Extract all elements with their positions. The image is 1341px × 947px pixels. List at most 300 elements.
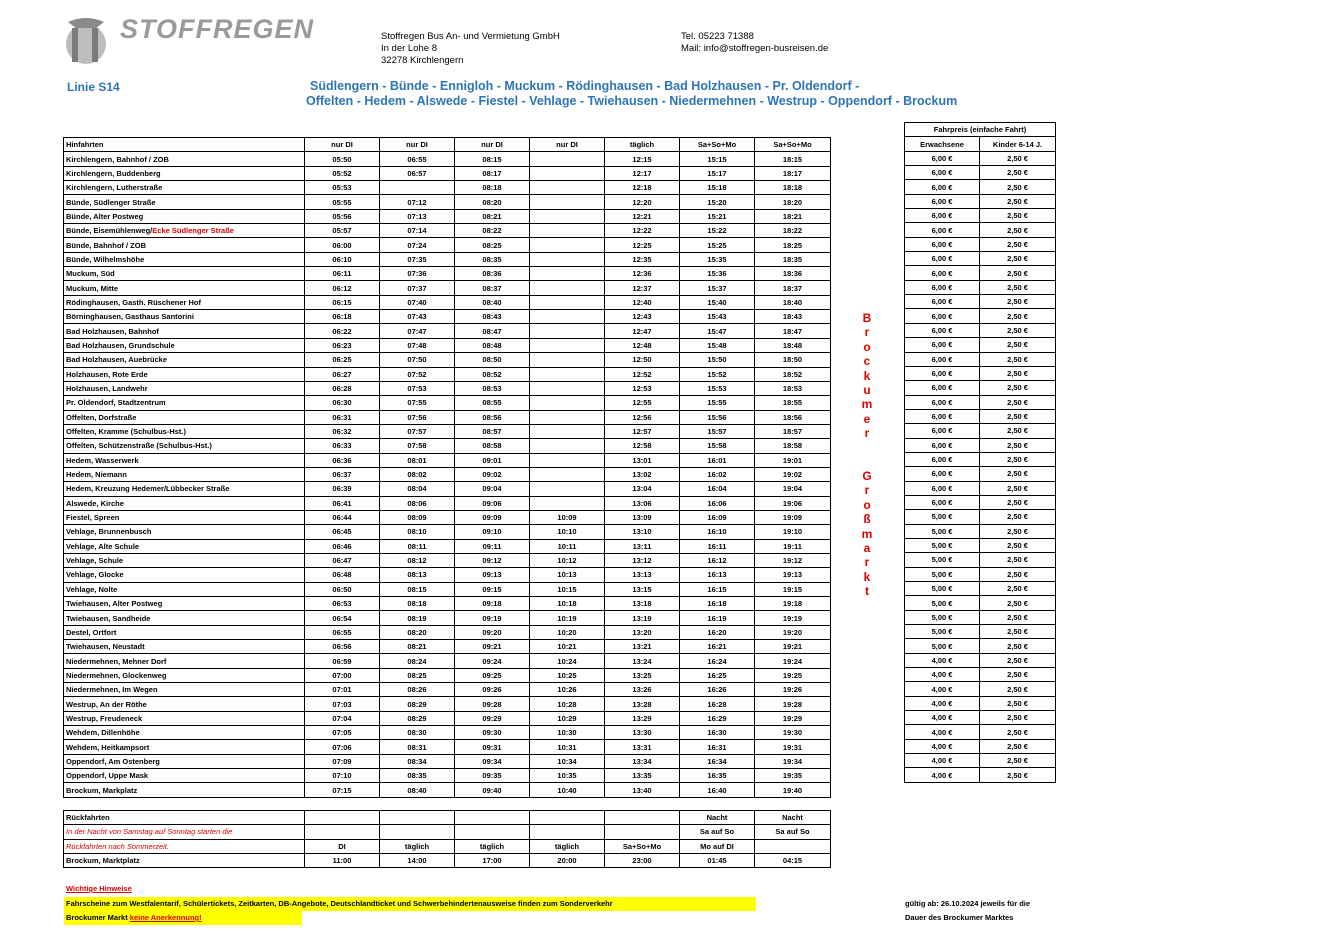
departure-time: 19:09	[755, 510, 831, 524]
stop-name	[64, 769, 305, 783]
departure-time: 08:53	[455, 381, 530, 395]
fare-child: 2,50 €	[980, 639, 1056, 653]
stop-label: Twiehausen, Sandheide	[66, 613, 151, 623]
departure-time: 15:47	[680, 324, 755, 338]
fare-child: 2,50 €	[980, 180, 1056, 194]
table-row	[64, 252, 831, 266]
table-row	[64, 582, 831, 596]
departure-time: 08:30	[380, 726, 455, 740]
stop-name	[64, 453, 305, 467]
fare-row	[905, 582, 1056, 596]
departure-time: 08:21	[380, 640, 455, 654]
departure-time	[530, 396, 605, 410]
departure-time: 13:34	[605, 754, 680, 768]
return-day-3: täglich	[455, 839, 530, 853]
fare-row	[905, 194, 1056, 208]
departure-time	[530, 166, 605, 180]
stop-label: Offelten, Kramme (Schulbus-Hst.)	[66, 427, 187, 437]
departure-time: 09:19	[455, 611, 530, 625]
departure-time: 09:11	[455, 539, 530, 553]
departure-time	[380, 181, 455, 195]
fare-title: Fahrpreis (einfache Fahrt)	[905, 123, 1056, 137]
fare-row	[905, 610, 1056, 624]
departure-time: 18:25	[755, 238, 831, 252]
departure-time: 15:36	[680, 267, 755, 281]
fare-row	[905, 151, 1056, 165]
company-address	[381, 31, 560, 67]
fare-row	[905, 596, 1056, 610]
departure-time: 12:15	[605, 152, 680, 166]
fare-adult: 6,00 €	[905, 223, 980, 237]
table-row	[64, 668, 831, 682]
column-header: nur DI	[530, 138, 605, 152]
departure-time: 18:37	[755, 281, 831, 295]
departure-time: 08:55	[455, 396, 530, 410]
return-time: 01:45	[680, 853, 755, 867]
departure-time: 07:48	[380, 338, 455, 352]
departure-time: 12:47	[605, 324, 680, 338]
stop-label: Vehlage, Schule	[66, 556, 124, 566]
fare-child: 2,50 €	[980, 352, 1056, 366]
night-sub-3: Mo auf DI	[680, 839, 755, 853]
departure-time: 19:04	[755, 482, 831, 496]
departure-time: 13:11	[605, 539, 680, 553]
fare-child: 2,50 €	[980, 567, 1056, 581]
stop-name	[64, 381, 305, 395]
departure-time: 19:06	[755, 496, 831, 510]
fare-child: 2,50 €	[980, 338, 1056, 352]
departure-time: 18:53	[755, 381, 831, 395]
fare-child: 2,50 €	[980, 166, 1056, 180]
departure-time: 12:50	[605, 353, 680, 367]
stop-name	[64, 410, 305, 424]
departure-time: 09:26	[455, 683, 530, 697]
table-row	[64, 568, 831, 582]
vertical-letter: a	[863, 541, 871, 556]
departure-time	[530, 439, 605, 453]
fare-adult: 4,00 €	[905, 653, 980, 667]
return-day-5: Sa+So+Mo	[605, 839, 680, 853]
departure-time: 06:22	[305, 324, 380, 338]
departure-time: 08:18	[380, 597, 455, 611]
departure-time: 15:56	[680, 410, 755, 424]
departure-time: 06:46	[305, 539, 380, 553]
departure-time	[530, 482, 605, 496]
stop-label: Niedermehnen, Im Wegen	[66, 685, 158, 695]
fare-adult: 4,00 €	[905, 768, 980, 782]
departure-time: 15:20	[680, 195, 755, 209]
fare-row	[905, 438, 1056, 452]
departure-time: 08:26	[380, 683, 455, 697]
departure-time: 19:15	[755, 582, 831, 596]
stop-name	[64, 611, 305, 625]
departure-time: 07:01	[305, 683, 380, 697]
departure-time: 08:36	[455, 267, 530, 281]
table-row	[64, 338, 831, 352]
departure-time: 12:21	[605, 209, 680, 223]
departure-time: 08:56	[455, 410, 530, 424]
departure-time: 12:58	[605, 439, 680, 453]
departure-time: 08:50	[455, 353, 530, 367]
stop-label: Bünde, Wilhelmshöhe	[66, 254, 145, 264]
fare-adult: 6,00 €	[905, 323, 980, 337]
departure-time: 19:30	[755, 726, 831, 740]
departure-time	[530, 209, 605, 223]
departure-time	[530, 424, 605, 438]
departure-time: 19:28	[755, 697, 831, 711]
table-row	[64, 166, 831, 180]
departure-time: 09:24	[455, 654, 530, 668]
departure-time: 07:36	[380, 267, 455, 281]
departure-time: 16:26	[680, 683, 755, 697]
table-row	[64, 439, 831, 453]
departure-time: 08:57	[455, 424, 530, 438]
departure-time: 09:34	[455, 754, 530, 768]
departure-time: 09:13	[455, 568, 530, 582]
table-row	[64, 726, 831, 740]
departure-time: 10:34	[530, 754, 605, 768]
departure-time: 05:52	[305, 166, 380, 180]
departure-time: 09:29	[455, 711, 530, 725]
departure-time: 13:06	[605, 496, 680, 510]
table-row	[64, 295, 831, 309]
fare-child: 2,50 €	[980, 538, 1056, 552]
vertical-letter: t	[865, 584, 869, 599]
departure-time: 18:36	[755, 267, 831, 281]
stop-name	[64, 525, 305, 539]
departure-time: 12:55	[605, 396, 680, 410]
fare-row	[905, 668, 1056, 682]
departure-time: 06:30	[305, 396, 380, 410]
stop-label: Oppendorf, Uppe Mask	[66, 771, 149, 781]
fare-child: 2,50 €	[980, 209, 1056, 223]
fare-row	[905, 538, 1056, 552]
departure-time: 16:18	[680, 597, 755, 611]
fare-child: 2,50 €	[980, 495, 1056, 509]
stop-name	[64, 582, 305, 596]
fare-row	[905, 266, 1056, 280]
table-row	[64, 453, 831, 467]
stop-label: Twiehausen, Neustadt	[66, 642, 145, 652]
table-row	[64, 611, 831, 625]
fare-adult: 6,00 €	[905, 495, 980, 509]
departure-time: 08:09	[380, 510, 455, 524]
departure-time: 10:10	[530, 525, 605, 539]
table-row	[64, 267, 831, 281]
fare-row	[905, 352, 1056, 366]
stop-name	[64, 181, 305, 195]
departure-time: 18:55	[755, 396, 831, 410]
stop-label: Offelten, Dorfstraße	[66, 412, 137, 422]
return-time: 20:00	[530, 853, 605, 867]
departure-time: 05:53	[305, 181, 380, 195]
departure-time: 16:06	[680, 496, 755, 510]
departure-time: 07:03	[305, 697, 380, 711]
departure-time: 12:20	[605, 195, 680, 209]
fare-child: 2,50 €	[980, 725, 1056, 739]
departure-time: 19:19	[755, 611, 831, 625]
stop-label: Wehdem, Dillenhöhe	[66, 728, 140, 738]
departure-time: 06:28	[305, 381, 380, 395]
departure-time: 07:40	[380, 295, 455, 309]
departure-time: 15:22	[680, 224, 755, 238]
departure-time: 07:55	[380, 396, 455, 410]
departure-time: 15:50	[680, 353, 755, 367]
departure-time: 08:15	[380, 582, 455, 596]
departure-time: 08:48	[455, 338, 530, 352]
departure-time: 09:40	[455, 783, 530, 797]
fare-child: 2,50 €	[980, 510, 1056, 524]
stop-label: Pr. Oldendorf, Stadtzentrum	[66, 398, 166, 408]
stop-name	[64, 754, 305, 768]
stop-name	[64, 281, 305, 295]
departure-time: 06:59	[305, 654, 380, 668]
fare-adult: 5,00 €	[905, 524, 980, 538]
table-row	[64, 310, 831, 324]
departure-time: 08:40	[455, 295, 530, 309]
stop-name	[64, 539, 305, 553]
departure-time: 07:10	[305, 769, 380, 783]
departure-time: 08:31	[380, 740, 455, 754]
departure-time: 09:28	[455, 697, 530, 711]
departure-time: 19:13	[755, 568, 831, 582]
departure-time: 07:56	[380, 410, 455, 424]
return-stop: Brockum, Marktplatz	[64, 853, 305, 867]
departure-time: 18:50	[755, 353, 831, 367]
table-row	[64, 740, 831, 754]
stop-name	[64, 553, 305, 567]
fare-child: 2,50 €	[980, 194, 1056, 208]
company-email[interactable]: Mail: info@stoffregen-busreisen.de	[681, 43, 829, 54]
return-time: 23:00	[605, 853, 680, 867]
departure-time: 07:58	[380, 439, 455, 453]
fare-child: 2,50 €	[980, 711, 1056, 725]
stop-name	[64, 597, 305, 611]
fare-row	[905, 209, 1056, 223]
departure-time: 06:11	[305, 267, 380, 281]
fare-child: 2,50 €	[980, 424, 1056, 438]
stop-label: Bad Holzhausen, Bahnhof	[66, 326, 159, 336]
departure-time: 07:06	[305, 740, 380, 754]
departure-time: 06:50	[305, 582, 380, 596]
departure-time: 09:31	[455, 740, 530, 754]
stop-name	[64, 396, 305, 410]
fare-row	[905, 696, 1056, 710]
departure-time: 12:48	[605, 338, 680, 352]
departure-time: 08:17	[455, 166, 530, 180]
departure-time: 10:40	[530, 783, 605, 797]
departure-time	[530, 195, 605, 209]
stop-name	[64, 324, 305, 338]
stop-label: Kirchlengern, Lutherstraße	[66, 183, 163, 193]
stop-label: Offelten, Schützenstraße (Schulbus-Hst.)	[66, 441, 212, 451]
departure-time: 18:58	[755, 439, 831, 453]
departure-time: 06:47	[305, 553, 380, 567]
departure-time: 18:22	[755, 224, 831, 238]
departure-time: 15:37	[680, 281, 755, 295]
departure-time: 10:19	[530, 611, 605, 625]
fare-row	[905, 223, 1056, 237]
departure-time: 06:55	[305, 625, 380, 639]
departure-time: 19:21	[755, 640, 831, 654]
fare-row	[905, 280, 1056, 294]
stop-name	[64, 568, 305, 582]
note-line-2	[64, 911, 302, 925]
table-row	[64, 410, 831, 424]
fare-child: 2,50 €	[980, 295, 1056, 309]
stop-label: Brockum, Markplatz	[66, 785, 138, 795]
night-label-1: Nacht	[680, 811, 755, 825]
departure-time: 19:35	[755, 769, 831, 783]
table-row	[64, 711, 831, 725]
departure-time: 08:35	[455, 252, 530, 266]
return-time: 17:00	[455, 853, 530, 867]
vertical-letter: o	[863, 497, 871, 512]
departure-time: 18:21	[755, 209, 831, 223]
departure-time: 16:01	[680, 453, 755, 467]
fare-row	[905, 409, 1056, 423]
table-row	[64, 625, 831, 639]
departure-time: 09:06	[455, 496, 530, 510]
departure-time: 19:40	[755, 783, 831, 797]
vertical-label-grossmarkt	[860, 469, 874, 599]
departure-time: 16:04	[680, 482, 755, 496]
stop-name	[64, 467, 305, 481]
departure-time: 18:17	[755, 166, 831, 180]
departure-time: 10:35	[530, 769, 605, 783]
table-row	[64, 783, 831, 797]
stop-label: Bad Holzhausen, Auebrücke	[66, 355, 167, 365]
outbound-title: Hinfahrten	[64, 138, 305, 152]
stop-label-highlight: Ecke Südlenger Straße	[152, 226, 234, 236]
departure-time: 06:48	[305, 568, 380, 582]
fare-adult: 6,00 €	[905, 266, 980, 280]
stop-name	[64, 209, 305, 223]
departure-time: 18:57	[755, 424, 831, 438]
departure-time: 06:15	[305, 295, 380, 309]
company-street: In der Lohe 8	[381, 43, 437, 54]
departure-time: 09:30	[455, 726, 530, 740]
fare-row	[905, 553, 1056, 567]
table-row	[64, 683, 831, 697]
stop-name	[64, 482, 305, 496]
departure-time: 16:02	[680, 467, 755, 481]
departure-time: 10:24	[530, 654, 605, 668]
departure-time: 13:12	[605, 553, 680, 567]
fare-row	[905, 639, 1056, 653]
fare-adult: 5,00 €	[905, 553, 980, 567]
departure-time: 15:21	[680, 209, 755, 223]
vertical-letter: e	[863, 411, 871, 426]
stop-label: Oppendorf, Am Ostenberg	[66, 756, 160, 766]
departure-time: 19:20	[755, 625, 831, 639]
departure-time: 16:09	[680, 510, 755, 524]
table-row	[64, 281, 831, 295]
departure-time: 08:01	[380, 453, 455, 467]
table-row	[64, 640, 831, 654]
fare-child: 2,50 €	[980, 452, 1056, 466]
fare-row	[905, 424, 1056, 438]
fare-child: 2,50 €	[980, 696, 1056, 710]
column-header: Sa+So+Mo	[680, 138, 755, 152]
stop-name	[64, 625, 305, 639]
vertical-letter: r	[864, 325, 870, 340]
fare-child: 2,50 €	[980, 381, 1056, 395]
departure-time: 18:48	[755, 338, 831, 352]
fare-row	[905, 366, 1056, 380]
table-row	[64, 152, 831, 166]
departure-time: 15:18	[680, 181, 755, 195]
stop-label: Fiestel, Spreen	[66, 513, 120, 523]
fare-adult: 6,00 €	[905, 252, 980, 266]
stop-label: Hedem, Wasserwerk	[66, 455, 139, 465]
fare-row	[905, 653, 1056, 667]
departure-time: 06:36	[305, 453, 380, 467]
departure-time: 12:25	[605, 238, 680, 252]
departure-time: 08:29	[380, 711, 455, 725]
fare-adult: 6,00 €	[905, 194, 980, 208]
return-day-2: täglich	[380, 839, 455, 853]
departure-time: 12:22	[605, 224, 680, 238]
departure-time: 08:35	[380, 769, 455, 783]
departure-time: 07:09	[305, 754, 380, 768]
departure-time: 16:28	[680, 697, 755, 711]
stop-label: Destel, Ortfort	[66, 627, 117, 637]
departure-time: 07:00	[305, 668, 380, 682]
departure-time: 13:35	[605, 769, 680, 783]
table-row	[64, 654, 831, 668]
departure-time: 10:29	[530, 711, 605, 725]
departure-time: 16:19	[680, 611, 755, 625]
return-timetable	[63, 810, 831, 868]
departure-time: 16:21	[680, 640, 755, 654]
stop-label: Muckum, Mitte	[66, 283, 119, 293]
fare-adult: 5,00 €	[905, 596, 980, 610]
departure-time: 09:10	[455, 525, 530, 539]
departure-time: 16:29	[680, 711, 755, 725]
fare-row	[905, 309, 1056, 323]
departure-time: 10:26	[530, 683, 605, 697]
departure-time: 15:25	[680, 238, 755, 252]
table-row	[64, 195, 831, 209]
departure-time: 13:02	[605, 467, 680, 481]
departure-time: 06:25	[305, 353, 380, 367]
departure-time: 09:04	[455, 482, 530, 496]
departure-time: 06:27	[305, 367, 380, 381]
departure-time: 15:15	[680, 152, 755, 166]
departure-time: 08:22	[455, 224, 530, 238]
departure-time: 13:28	[605, 697, 680, 711]
table-row	[64, 482, 831, 496]
departure-time: 15:48	[680, 338, 755, 352]
departure-time: 18:52	[755, 367, 831, 381]
column-header: nur DI	[455, 138, 530, 152]
fare-adult: 4,00 €	[905, 754, 980, 768]
departure-time: 06:18	[305, 310, 380, 324]
departure-time: 07:24	[380, 238, 455, 252]
departure-time: 16:24	[680, 654, 755, 668]
stop-label: Kirchlengern, Buddenberg	[66, 168, 161, 178]
fare-column-header: Kinder 6-14 J.	[980, 137, 1056, 151]
departure-time: 08:47	[455, 324, 530, 338]
departure-time: 13:01	[605, 453, 680, 467]
table-row	[64, 224, 831, 238]
stop-label: Twiehausen, Alter Postweg	[66, 599, 163, 609]
table-row	[64, 754, 831, 768]
departure-time: 08:52	[455, 367, 530, 381]
departure-time: 19:11	[755, 539, 831, 553]
stop-label: Wehdem, Heitkampsort	[66, 742, 150, 752]
